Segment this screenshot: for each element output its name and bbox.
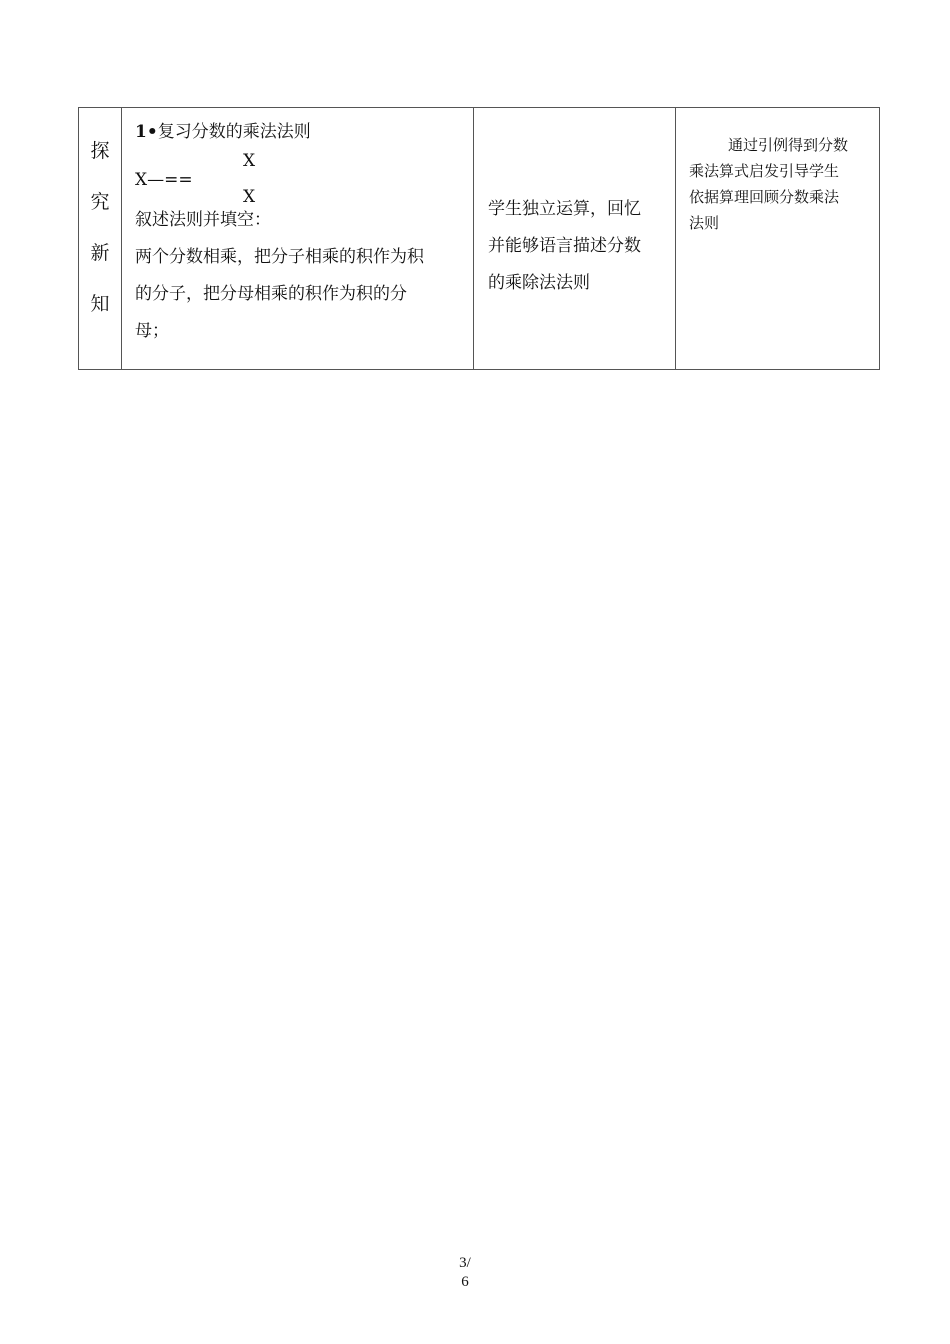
page-total: 6 [461, 1274, 469, 1290]
stage-label [79, 108, 121, 330]
formula-middle: X—== [135, 170, 193, 190]
student-activity-cell [474, 108, 676, 370]
intent-line: 法则 [689, 214, 720, 232]
content-line: 两个分数相乘，把分子相乘的积作为积 [135, 247, 424, 267]
stage-char: 新 [90, 242, 110, 264]
content-line: 叙述法则并填空： [135, 210, 271, 230]
design-intent-cell [676, 108, 880, 370]
intent-line: 乘法算式启发引导学生 [689, 162, 840, 180]
page-number [445, 1254, 485, 1292]
content-heading [135, 120, 467, 150]
heading-text: 复习分数的乘法法则 [157, 122, 311, 142]
multiplication-formula [135, 150, 467, 207]
content-line: 的分子，把分母相乘的积作为积的分 [135, 284, 407, 304]
page-current: 3/ [459, 1255, 471, 1271]
design-intent-text [676, 108, 879, 236]
stage-cell [79, 108, 122, 370]
table-row [79, 108, 880, 370]
stage-char: 知 [90, 293, 110, 315]
stage-char: 探 [90, 140, 110, 162]
content-line: 母； [135, 321, 169, 341]
intent-line: 通过引例得到分数 [728, 136, 849, 154]
formula-bottom: X [243, 187, 256, 207]
intent-line: 依据算理回顾分数乘法 [689, 188, 840, 206]
lesson-plan-table [78, 107, 880, 370]
stage-char: 究 [90, 191, 110, 213]
formula-top: X [243, 151, 256, 171]
student-line: 并能够语言描述分数 [488, 236, 641, 256]
student-activity-text [474, 108, 675, 302]
heading-number: 1• [135, 122, 158, 142]
student-line: 的乘除法法则 [488, 273, 590, 293]
student-line: 学生独立运算，回忆 [488, 199, 641, 219]
teaching-content-cell [122, 108, 474, 370]
